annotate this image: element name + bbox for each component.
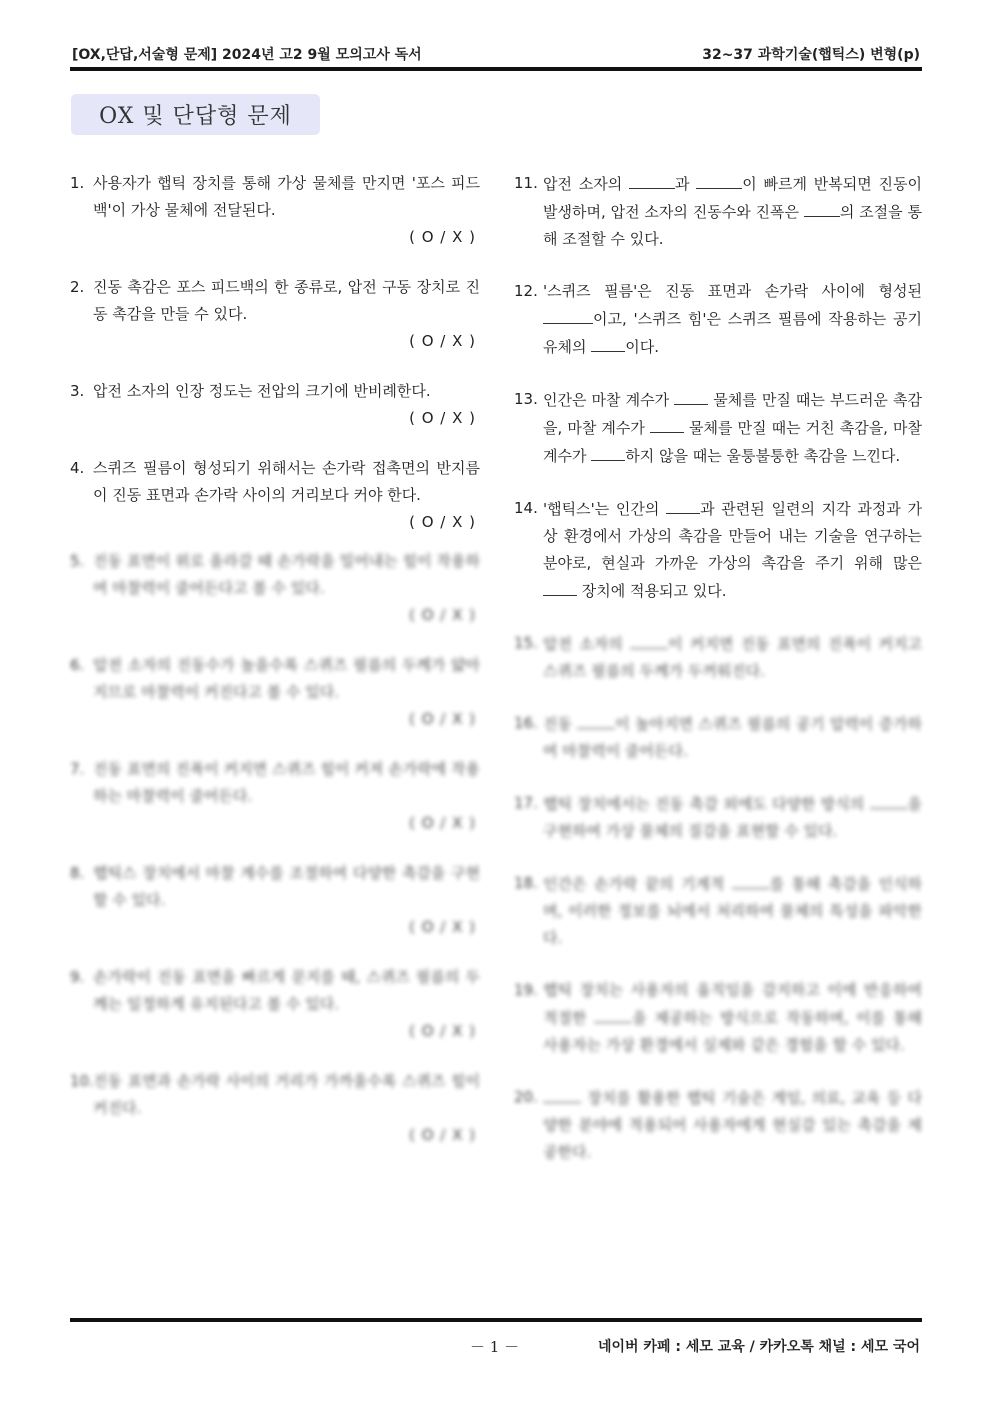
question-number: 6.	[70, 656, 85, 674]
ox-answer-marker: ( O / X )	[409, 814, 476, 832]
footer-channel-info: 네이버 카페 : 세모 교육 / 카카오톡 채널 : 세모 국어	[597, 1339, 920, 1355]
question-number: 3.	[70, 382, 85, 400]
header-subtitle: 32~37 과학기술(햅틱스) 변형(p)	[702, 47, 920, 63]
question-text: 사용자가 햅틱 장치를 통해 가상 물체를 만지면 '포스 피드백'이 가상 물체에 전달된다.	[93, 174, 480, 219]
short-question-16	[514, 710, 922, 765]
short-question-20	[514, 1084, 922, 1166]
short-question-11	[514, 170, 922, 253]
ox-question-10	[70, 1068, 480, 1122]
ox-answer-marker: ( O / X )	[409, 409, 476, 427]
question-text: 압전 소자의 진동수가 높을수록 스퀴즈 필름의 두께가 얇아지므로 마찰력이 커진다고 볼 수 있다.	[93, 656, 480, 701]
question-text: 장치를 활용한 햅틱 기술은 게임, 의료, 교육 등 다양한 분야에 적용되어 사용자에게 현실감 있는 촉감을 제공한다.	[543, 1089, 922, 1161]
short-question-19	[514, 977, 922, 1059]
ox-question-5	[70, 548, 480, 602]
question-text: 장치에 적용되고 있다.	[577, 582, 727, 600]
short-question-14	[514, 495, 922, 605]
question-text: 압전 소자의	[543, 175, 629, 193]
blurred-questions	[514, 630, 922, 1166]
question-number: 7.	[70, 760, 85, 778]
ox-answer-marker: ( O / X )	[409, 332, 476, 350]
blurred-questions	[70, 548, 480, 1149]
question-number: 16.	[514, 714, 538, 732]
ox-answer-marker: ( O / X )	[409, 710, 476, 728]
answer-blank[interactable]	[543, 305, 593, 324]
question-number: 4.	[70, 459, 85, 477]
question-number: 1.	[70, 174, 85, 192]
short-question-12	[514, 278, 922, 361]
ox-answer-marker: ( O / X )	[409, 606, 476, 624]
question-text: 스퀴즈 필름이 형성되기 위해서는 손가락 접촉면의 반지름이 진동 표면과 손가락 사이의 거리보다 커야 한다.	[93, 459, 480, 504]
footer-rule	[70, 1318, 922, 1322]
ox-question-4	[70, 455, 480, 509]
question-text: 이 빠르게 반복되면 진동이 발생하며, 압전 소자의 진동수와 진폭은	[543, 175, 922, 221]
answer-blank[interactable]	[804, 198, 840, 217]
question-number: 18.	[514, 874, 538, 892]
question-number: 15.	[514, 634, 538, 652]
question-text: 인간은 마찰 계수가	[543, 391, 675, 409]
answer-blank[interactable]	[696, 170, 742, 189]
ox-question-1	[70, 170, 480, 224]
ox-question-8	[70, 860, 480, 914]
header-rule	[70, 67, 922, 71]
question-number: 5.	[70, 552, 85, 570]
ox-answer-marker: ( O / X )	[409, 1022, 476, 1040]
section-title: OX 및 단답형 문제	[71, 94, 320, 135]
question-text: 을 제공하는 방식으로 작동하며, 이를 통해 사용자는 가상 환경에서 실제와 같은 경험을 할 수 있다.	[543, 1009, 922, 1054]
ox-question-column	[70, 170, 480, 1149]
question-text: 의 조절을 통해 조절할 수 있다.	[543, 203, 922, 248]
answer-blank[interactable]	[543, 577, 577, 596]
question-text: 이고, '스퀴즈 힘'은 스퀴즈 필름에 작용하는 공기 유체의	[543, 310, 922, 356]
question-number: 20.	[514, 1088, 538, 1106]
question-text: 햅틱스 장치에서 마찰 계수를 조절하여 다양한 촉감을 구현할 수 있다.	[93, 864, 480, 909]
question-text: 압전 소자의	[543, 635, 631, 653]
question-text: 진동 표면이 위로 올라갈 때 손가락을 밀어내는 힘이 작용하여 마찰력이 줄어든다고 볼 수 있다.	[93, 552, 480, 597]
question-text: 인간은 손가락 끝의 기계적	[543, 875, 732, 893]
question-number: 17.	[514, 794, 538, 812]
ox-question-6	[70, 652, 480, 706]
answer-blank[interactable]	[543, 1084, 581, 1103]
short-answer-column	[514, 170, 922, 1191]
question-text: 이 커지면 진동 표면의 진폭이 커지고 스퀴즈 필름의 두께가 두꺼워진다.	[543, 635, 922, 680]
question-text: 진동 표면과 손가락 사이의 거리가 가까울수록 스퀴즈 힘이 커진다.	[93, 1072, 480, 1117]
short-question-13	[514, 386, 922, 470]
question-text: 을 구현하여 가상 물체의 질감을 표현할 수 있다.	[543, 795, 922, 840]
question-number: 9.	[70, 968, 85, 986]
ox-answer-marker: ( O / X )	[409, 1126, 476, 1144]
answer-blank[interactable]	[629, 170, 675, 189]
ox-answer-marker: ( O / X )	[409, 513, 476, 531]
answer-blank[interactable]	[870, 790, 908, 809]
question-text: 진동 촉감은 포스 피드백의 한 종류로, 압전 구동 장치로 진동 촉감을 만들 수 있다.	[93, 278, 480, 323]
answer-blank[interactable]	[591, 442, 625, 461]
question-text: 이 높아지면 스퀴즈 필름의 공기 압력이 증가하여 마찰력이 줄어든다.	[543, 715, 923, 760]
question-number: 10.	[70, 1072, 94, 1090]
question-text: 이다.	[625, 338, 659, 356]
header-title: [OX,단답,서술형 문제] 2024년 고2 9월 모의고사 독서	[72, 47, 422, 63]
question-text: 물체를 만질 때는 거친 촉감을, 마찰 계수가	[543, 419, 922, 465]
page-number: － 1 －	[470, 1338, 520, 1356]
short-question-15	[514, 630, 922, 685]
question-text: '햅틱스'는 인간의	[543, 500, 667, 518]
question-text: 햅틱 장치에서는 진동 촉감 외에도 다양한 방식의	[543, 795, 870, 813]
question-text: '스퀴즈 필름'은 진동 표면과 손가락 사이에 형성된	[543, 282, 922, 300]
answer-blank[interactable]	[577, 710, 615, 729]
question-text: 진동	[543, 715, 578, 733]
question-number: 19.	[514, 981, 538, 999]
question-text: 과	[675, 175, 697, 193]
ox-answer-marker: ( O / X )	[409, 228, 476, 246]
short-question-17	[514, 790, 922, 845]
answer-blank[interactable]	[594, 1004, 632, 1023]
question-text: 과 관련된 일련의 지각 과정과 가상 환경에서 가상의 촉감을 만들어 내는 기술을 연구하는 분야로, 현실과 가까운 가상의 촉감을 주기 위해 많은	[543, 500, 922, 572]
answer-blank[interactable]	[591, 333, 625, 352]
question-number: 11.	[514, 174, 538, 192]
question-number: 12.	[514, 282, 538, 300]
question-number: 13.	[514, 390, 538, 408]
answer-blank[interactable]	[650, 414, 684, 433]
question-text: 진동 표면의 진폭이 커지면 스퀴즈 힘이 커져 손가락에 작용하는 마찰력이 줄어든다.	[93, 760, 480, 805]
question-text: 햅틱 장치는 사용자의 움직임을 감지하고 이에 반응하여 적절한	[543, 981, 922, 1027]
ox-question-3	[70, 378, 480, 405]
ox-question-2	[70, 274, 480, 328]
ox-answer-marker: ( O / X )	[409, 918, 476, 936]
short-question-18	[514, 870, 922, 952]
question-number: 8.	[70, 864, 85, 882]
answer-blank[interactable]	[674, 386, 708, 405]
question-text: 물체를 만질 때는 부드러운 촉감을, 마찰 계수가	[543, 391, 922, 437]
question-number: 14.	[514, 499, 538, 517]
answer-blank[interactable]	[732, 870, 770, 889]
ox-question-7	[70, 756, 480, 810]
answer-blank[interactable]	[666, 495, 700, 514]
question-text: 를 통해 촉감을 인식하며, 이러한 정보를 뇌에서 처리하여 물체의 특성을 파악한다.	[543, 875, 923, 947]
question-text: 압전 소자의 인장 정도는 전압의 크기에 반비례한다.	[93, 382, 431, 400]
question-text: 하지 않을 때는 울퉁불퉁한 촉감을 느낀다.	[625, 447, 901, 465]
answer-blank[interactable]	[630, 630, 668, 649]
question-text: 손가락이 진동 표면을 빠르게 문지를 때, 스퀴즈 필름의 두께는 일정하게 유지된다고 볼 수 있다.	[93, 968, 480, 1013]
ox-question-9	[70, 964, 480, 1018]
question-number: 2.	[70, 278, 85, 296]
